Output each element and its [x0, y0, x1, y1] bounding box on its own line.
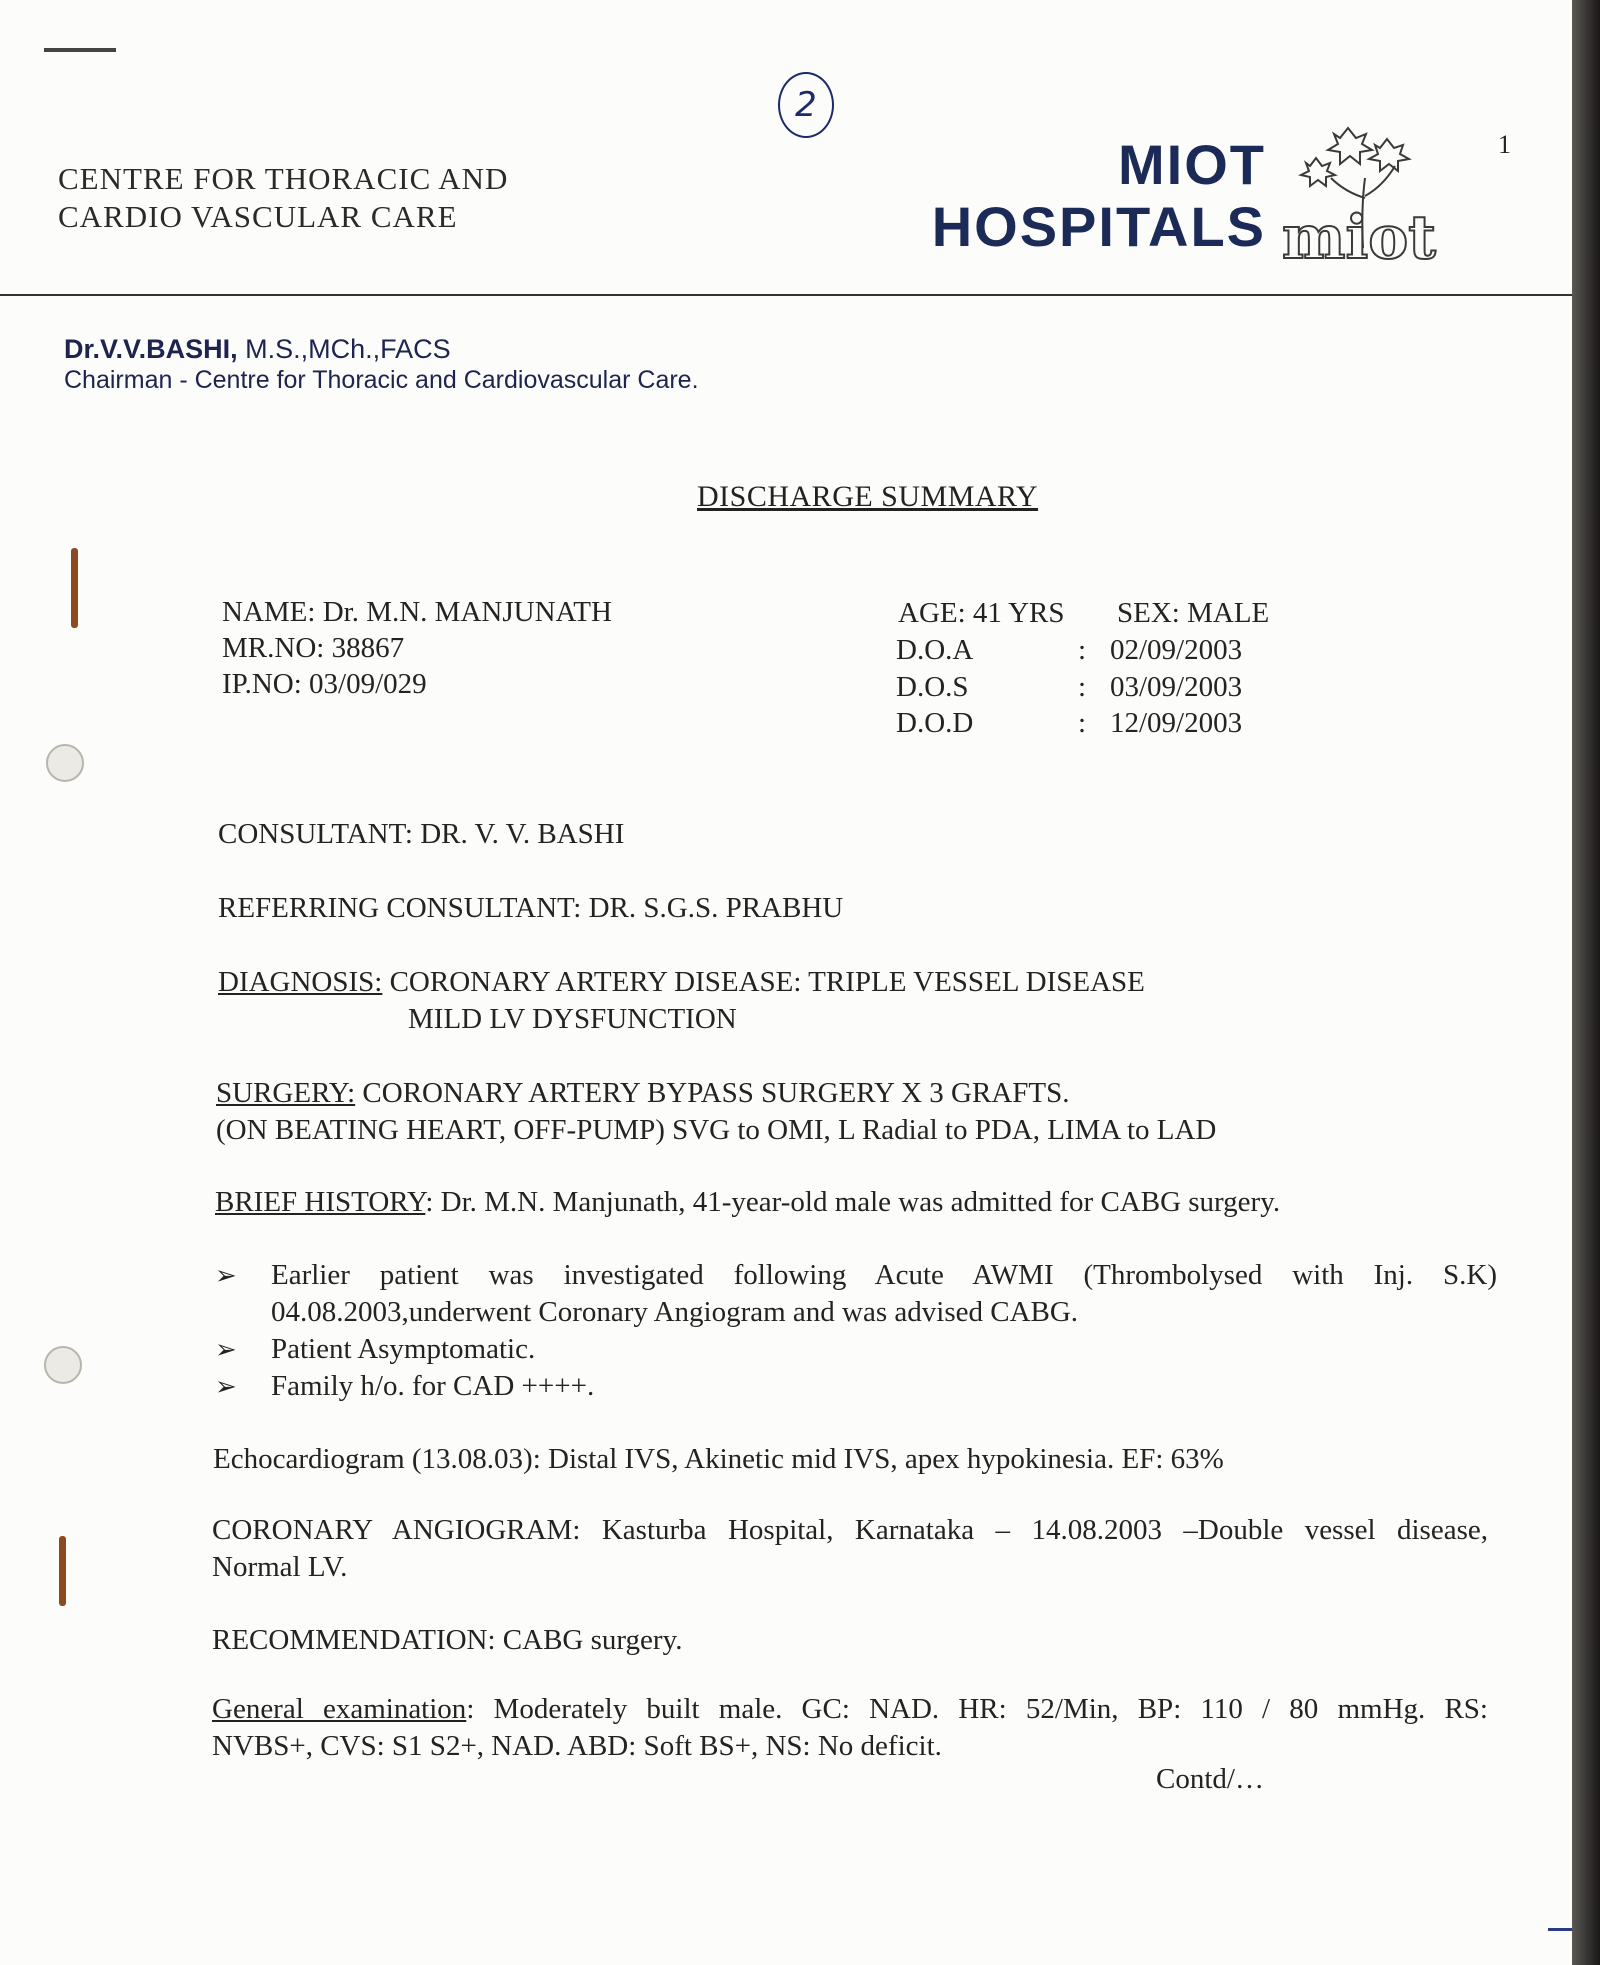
history-label: BRIEF HISTORY — [215, 1186, 426, 1218]
bullet-1-line1: Earlier patient was investigated following Acute AWMI (Thrombolysed with Inj. S.K) — [271, 1259, 1497, 1291]
surgery-line2: (ON BEATING HEART, OFF-PUMP) SVG to OMI, L Radial to PDA, LIMA to LAD — [216, 1114, 1217, 1146]
centre-title-line1: CENTRE FOR THORACIC AND — [58, 161, 509, 196]
punch-hole-bottom — [44, 1346, 82, 1384]
consultant: CONSULTANT: DR. V. V. BASHI — [218, 818, 625, 850]
hospital-logo — [1280, 118, 1450, 268]
history-bullets — [215, 1257, 1497, 1405]
page-edge-shadow — [1572, 0, 1600, 1965]
document-title: DISCHARGE SUMMARY — [697, 480, 1039, 513]
arrow-bullet-icon: ➢ — [215, 1372, 237, 1401]
echocardiogram: Echocardiogram (13.08.03): Distal IVS, Akinetic mid IVS, apex hypokinesia. EF: 63% — [213, 1443, 1224, 1475]
bullet-1-line2: 04.08.2003,underwent Coronary Angiogram and was advised CABG. — [271, 1296, 1079, 1328]
angiogram-line1: CORONARY ANGIOGRAM: Kasturba Hospital, Karnataka – 14.08.2003 –Double vessel disease, — [212, 1514, 1488, 1546]
surgery-line1 — [216, 1075, 1069, 1112]
dod-date: 12/09/2003 — [1110, 707, 1243, 739]
continued-note: Contd/… — [1156, 1763, 1264, 1795]
list-item — [215, 1368, 1497, 1405]
dod-colon: : — [1078, 707, 1087, 739]
logo-text: miot — [1282, 203, 1437, 268]
doctor-name-line — [64, 334, 451, 365]
doa-colon: : — [1078, 634, 1087, 666]
referring-consultant: REFERRING CONSULTANT: DR. S.G.S. PRABHU — [218, 892, 844, 924]
diagnosis-line1 — [218, 964, 1145, 1001]
tree-logo-icon — [1280, 118, 1450, 268]
header-divider — [0, 294, 1572, 296]
doa-date: 02/09/2003 — [1110, 634, 1243, 666]
doctor-role: Chairman - Centre for Thoracic and Cardiovascular Care. — [64, 366, 699, 394]
history-text: : Dr. M.N. Manjunath, 41-year-old male was admitted for CABG surgery. — [425, 1186, 1281, 1218]
handwritten-page-number: 2 — [778, 72, 834, 138]
corner-page-number: 1 — [1498, 130, 1511, 159]
bullet-3-text: Family h/o. for CAD ++++. — [271, 1370, 595, 1402]
rust-stain-bottom — [59, 1536, 66, 1606]
ip-number: IP.NO: 03/09/029 — [222, 668, 427, 700]
dos-label: D.O.S — [896, 671, 969, 703]
recommendation: RECOMMENDATION: CABG surgery. — [212, 1624, 683, 1656]
rust-stain-top — [71, 548, 78, 628]
dod-label: D.O.D — [896, 707, 974, 739]
centre-title-line2: CARDIO VASCULAR CARE — [58, 199, 458, 234]
general-exam-line2: NVBS+, CVS: S1 S2+, NAD. ABD: Soft BS+, NS: No deficit. — [212, 1730, 942, 1762]
dos-colon: : — [1078, 671, 1087, 703]
list-item — [215, 1331, 1497, 1368]
diagnosis-label: DIAGNOSIS: — [218, 966, 383, 998]
bullet-2-text: Patient Asymptomatic. — [271, 1333, 536, 1365]
diagnosis-text: CORONARY ARTERY DISEASE: TRIPLE VESSEL DISEASE — [382, 966, 1145, 998]
arrow-bullet-icon: ➢ — [215, 1261, 237, 1290]
hospital-name-line2: HOSPITALS — [931, 195, 1266, 258]
surgery-text: CORONARY ARTERY BYPASS SURGERY X 3 GRAFTS. — [355, 1077, 1070, 1109]
history-line — [215, 1184, 1280, 1221]
mr-number: MR.NO: 38867 — [222, 632, 405, 664]
list-item — [215, 1257, 1497, 1331]
general-exam-line1 — [212, 1691, 1488, 1728]
patient-age: AGE: 41 YRS — [898, 597, 1065, 629]
general-exam-label: General examination — [212, 1693, 467, 1725]
doctor-name: Dr.V.V.BASHI, — [64, 334, 238, 364]
doa-label: D.O.A — [896, 634, 974, 666]
dos-date: 03/09/2003 — [1110, 671, 1243, 703]
arrow-bullet-icon: ➢ — [215, 1335, 237, 1364]
edge-mark — [1548, 1928, 1572, 1931]
punch-hole-top — [46, 744, 84, 782]
corner-mark — [44, 48, 116, 52]
diagnosis-line2: MILD LV DYSFUNCTION — [408, 1003, 737, 1035]
patient-name: NAME: Dr. M.N. MANJUNATH — [222, 596, 612, 628]
angiogram-line2: Normal LV. — [212, 1551, 348, 1583]
general-exam-text: : Moderately built male. GC: NAD. HR: 52/Min, BP: 110 / 80 mmHg. RS: — [466, 1693, 1488, 1725]
surgery-label: SURGERY: — [216, 1077, 356, 1109]
patient-sex: SEX: MALE — [1117, 597, 1270, 629]
doctor-degrees: M.S.,MCh.,FACS — [237, 334, 451, 364]
hospital-name-line1: MIOT — [1118, 133, 1266, 196]
